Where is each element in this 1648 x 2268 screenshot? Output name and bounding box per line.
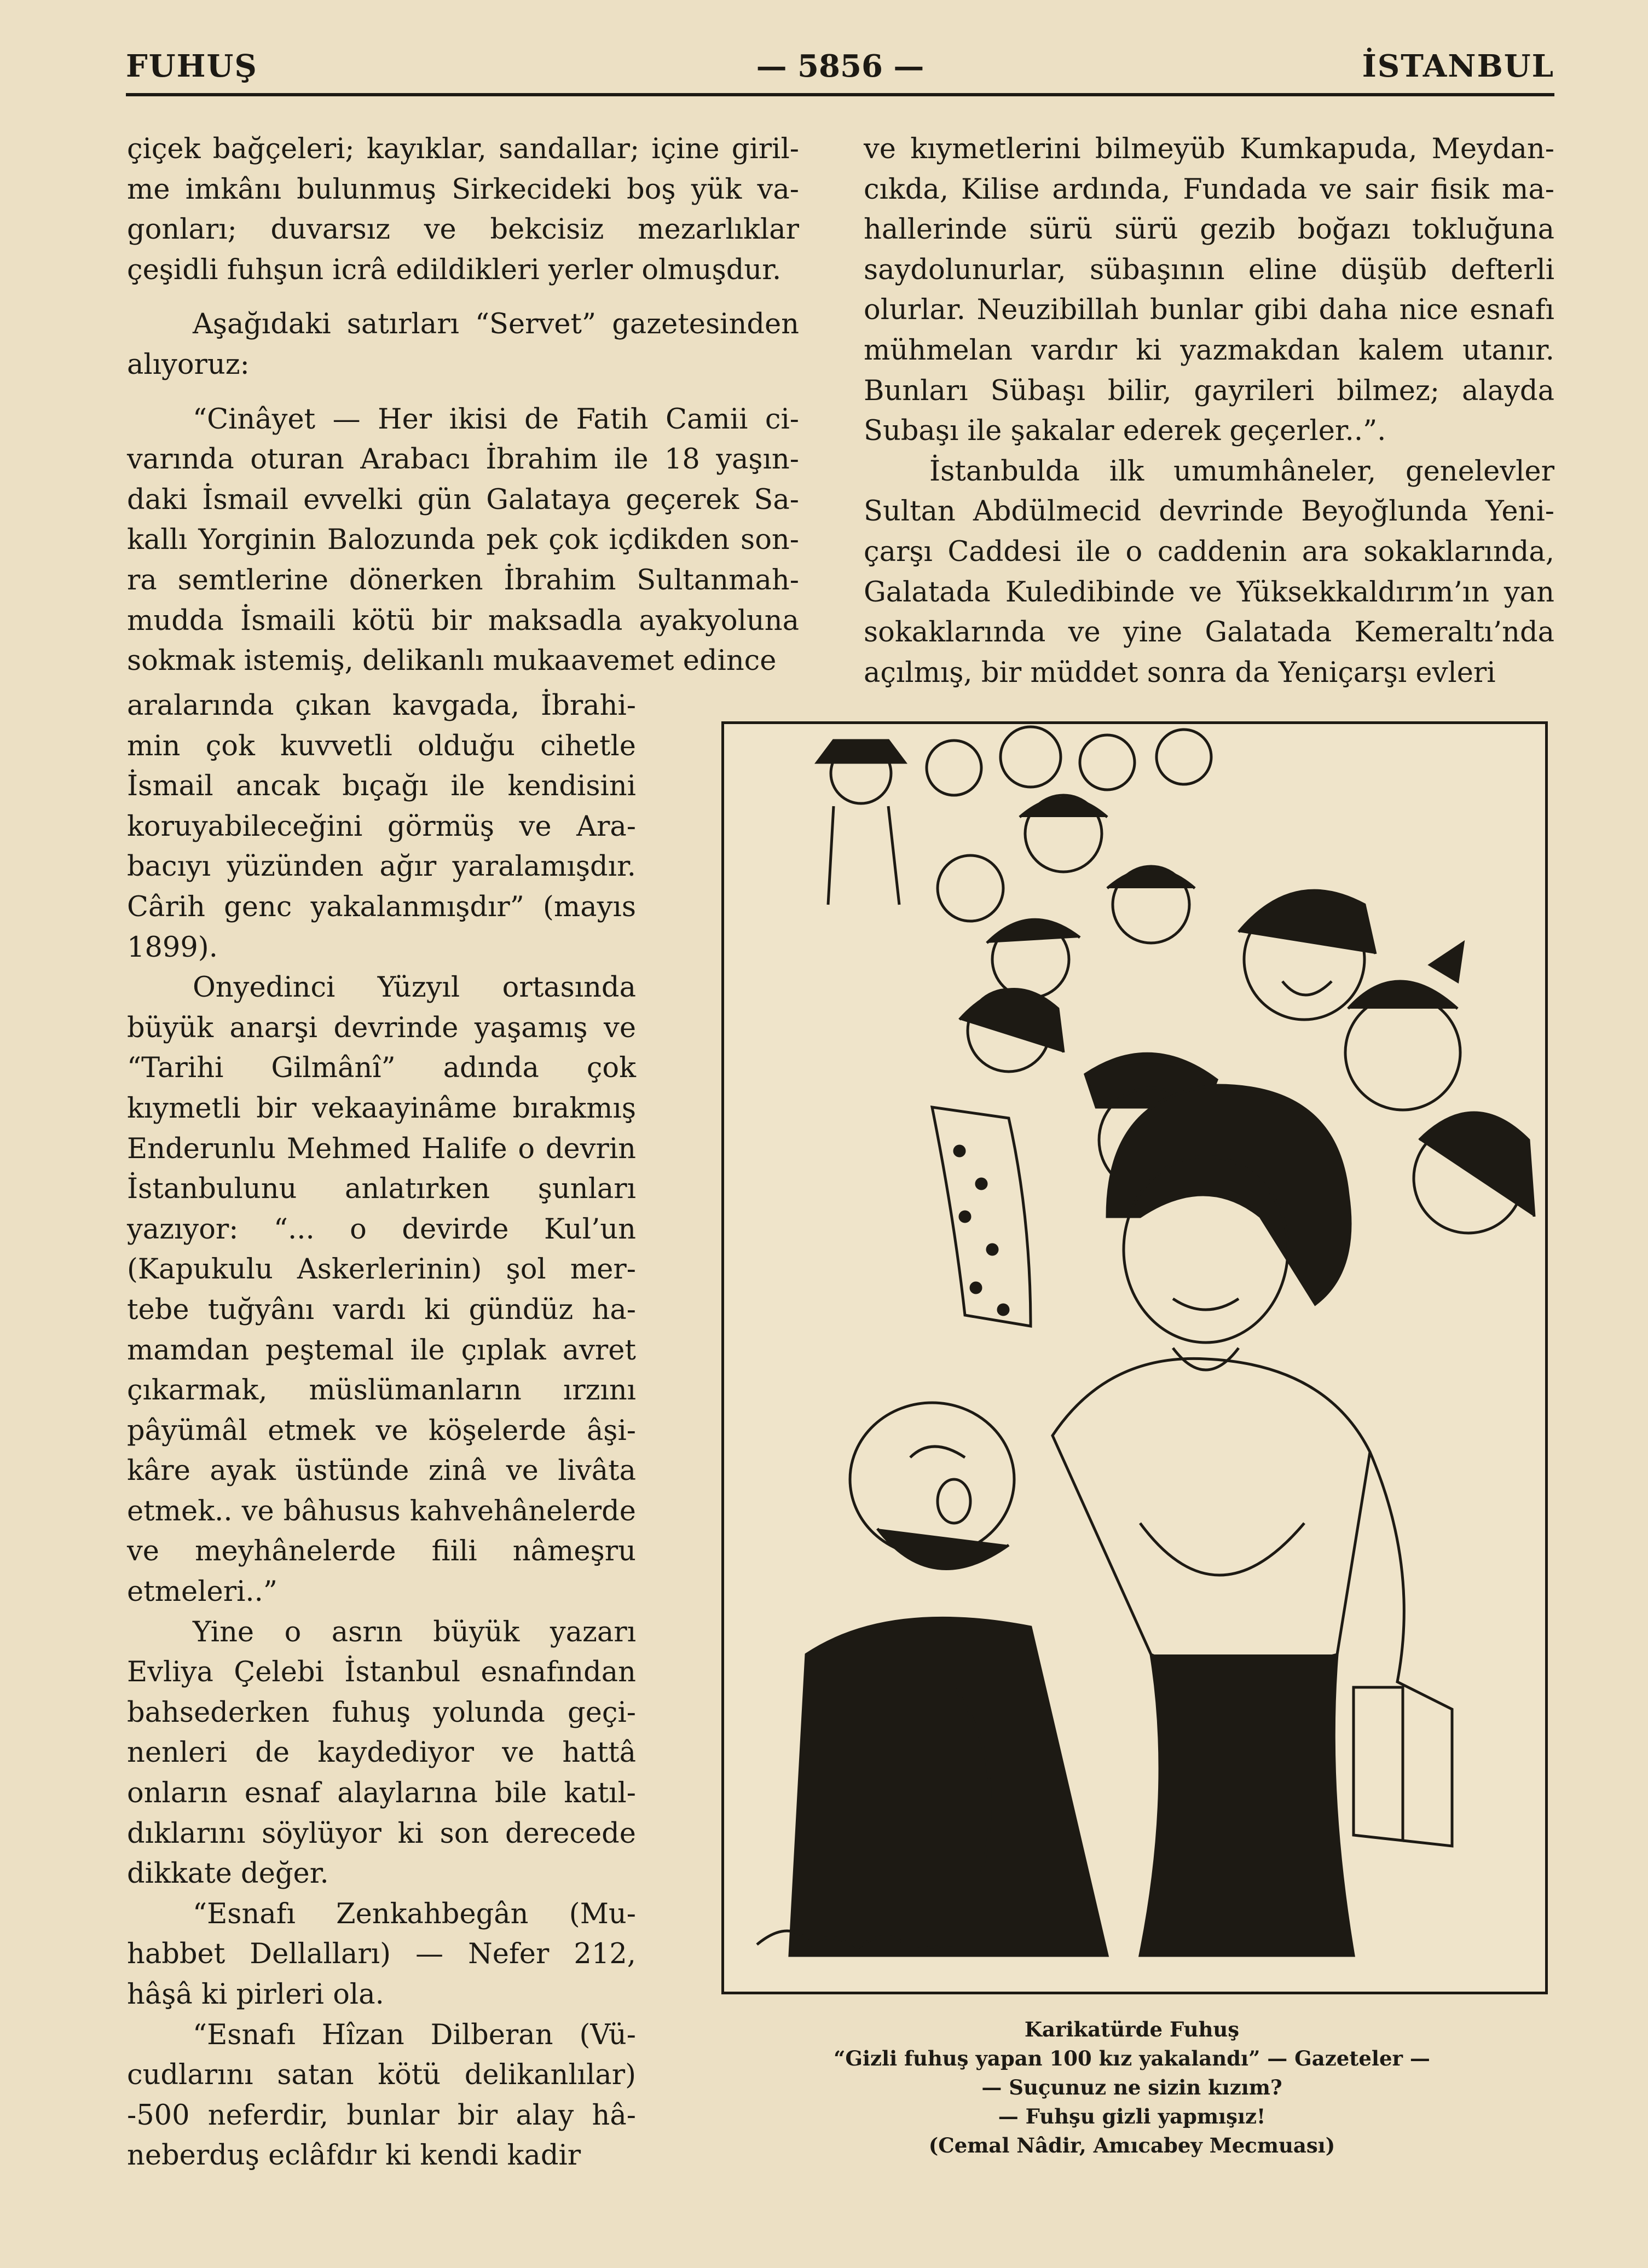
paragraph: “Esnafı Hîzan Dilberan (Vücudlarını satan kötü delikanlılar) -500 neferdir, bunlar bir alay hâneberduş eclâfdır ki kendi kadir xyxy=(127,2018,636,2172)
left-column-narrow xyxy=(127,686,636,2176)
running-title-right: İSTANBUL xyxy=(1362,48,1554,84)
page-header xyxy=(126,48,1554,86)
cartoon-caption xyxy=(721,2015,1542,2160)
paragraph: “Cinâyet — Her ikisi de Fatih Camii civarında oturan Arabacı İbrahim ile 18 yaşındaki İsmail evvelki gün Galataya geçerek Sakallı Yorginin Balozunda pek çok içdikden sonra semtlerine dönerken İbrahim Sultanmahmudda İsmaili kötü bir maksadla ayakyoluna sokmak istemiş, delikanlı mukaavemet edince xyxy=(127,403,799,678)
caption-credit: (Cemal Nâdir, Amıcabey Mecmuası) xyxy=(928,2133,1335,2157)
paragraph: aralarında çıkan kavgada, İbrahimin çok kuvvetli olduğu cihetle İsmail ancak bıçağı ile kendisini koruyabileceğini görmüş ve Arabacıyı yüzünden ağır yaralamışdır. Cârih genc yakalanmışdır” (mayıs 1899). xyxy=(127,690,636,964)
header-rule xyxy=(126,93,1554,96)
caption-line: “Gizli fuhuş yapan 100 kız yakalandı” — Gazeteler — xyxy=(834,2046,1430,2070)
right-column xyxy=(864,129,1554,693)
paragraph: İstanbulda ilk umumhâneler, genelevler Sultan Abdülmecid devrinde Beyoğlunda Yeniçarşı Caddesi ile o caddenin ara sokaklarında, Galatada Kuledibinde ve Yüksekkaldırım’ın yan sokaklarında ve yine Galatada Kemeraltı’nda açılmış, bir müddet sonra da Yeniçarşı evleri xyxy=(864,455,1554,689)
paragraph: Onyedinci Yüzyıl ortasında büyük anarşi devrinde yaşamış ve “Tarihi Gilmânî” adında çok kıymetli bir vekaayinâme bırakmış Enderunlu Mehmed Halife o devrin İstanbulunu anlatırken şunları yazıyor: “... o devirde Kul’un (Kapukulu Askerlerinin) şol mertebe tuğyânı vardı ki gündüz hamamdan peştemal ile çıplak avret çıkarmak, müslümanların ırzını pâyümâl etmek ve köşelerde âşikâre ayak üstünde zinâ ve livâta etmek.. ve bâhusus kahvehânelerde ve meyhânelerde fiili nâmeşru etmeleri..” xyxy=(127,971,636,1609)
running-title-left: FUHUŞ xyxy=(126,48,258,84)
caption-line: — Fuhşu gizli yapmışız! xyxy=(998,2104,1266,2128)
caption-line: — Suçunuz ne sizin kızım? xyxy=(981,2075,1282,2099)
left-column xyxy=(127,129,799,681)
paragraph: çiçek bağçeleri; kayıklar, sandallar; içine girilme imkânı bulunmuş Sirkecideki boş yük vagonları; duvarsız ve bekcisiz mezarlıklar çeşidli fuhşun icrâ edildikleri yerler olmuşdur. xyxy=(127,133,799,286)
paragraph: Aşağıdaki satırları “Servet” gazetesinden alıyoruz: xyxy=(127,308,799,381)
paragraph: ve kıymetlerini bilmeyüb Kumkapuda, Meydancıkda, Kilise ardında, Fundada ve sair fisik mahallerinde sürü sürü gezib boğazı tokluğuna saydolunurlar, sübaşının eline düşüb defterli olurlar. Neuzibillah bunlar gibi daha nice esnafı mühmelan vardır ki yazmakdan kalem utanır. Bunları Sübaşı bilir, gayrileri bilmez; alayda Subaşı ile şakalar ederek geçerler..”. xyxy=(864,133,1554,448)
paragraph: “Esnafı Zenkahbegân (Muhabbet Dellalları) — Nefer 212, hâşâ ki pirleri ola. xyxy=(127,1897,636,2011)
paragraph: Yine o asrın büyük yazarı Evliya Çelebi İstanbul esnafından bahsederken fuhuş yolunda geçinenleri de kaydediyor ve hattâ onların esnaf alaylarına bile katıldıklarını söylüyor ki son derecede dikkate değer. xyxy=(127,1616,636,1890)
caption-title: Karikatürde Fuhuş xyxy=(1024,2017,1240,2041)
cartoon-illustration xyxy=(721,721,1548,1994)
cartoon-drawing xyxy=(724,724,1545,1992)
page-number: — 5856 — xyxy=(756,48,924,84)
